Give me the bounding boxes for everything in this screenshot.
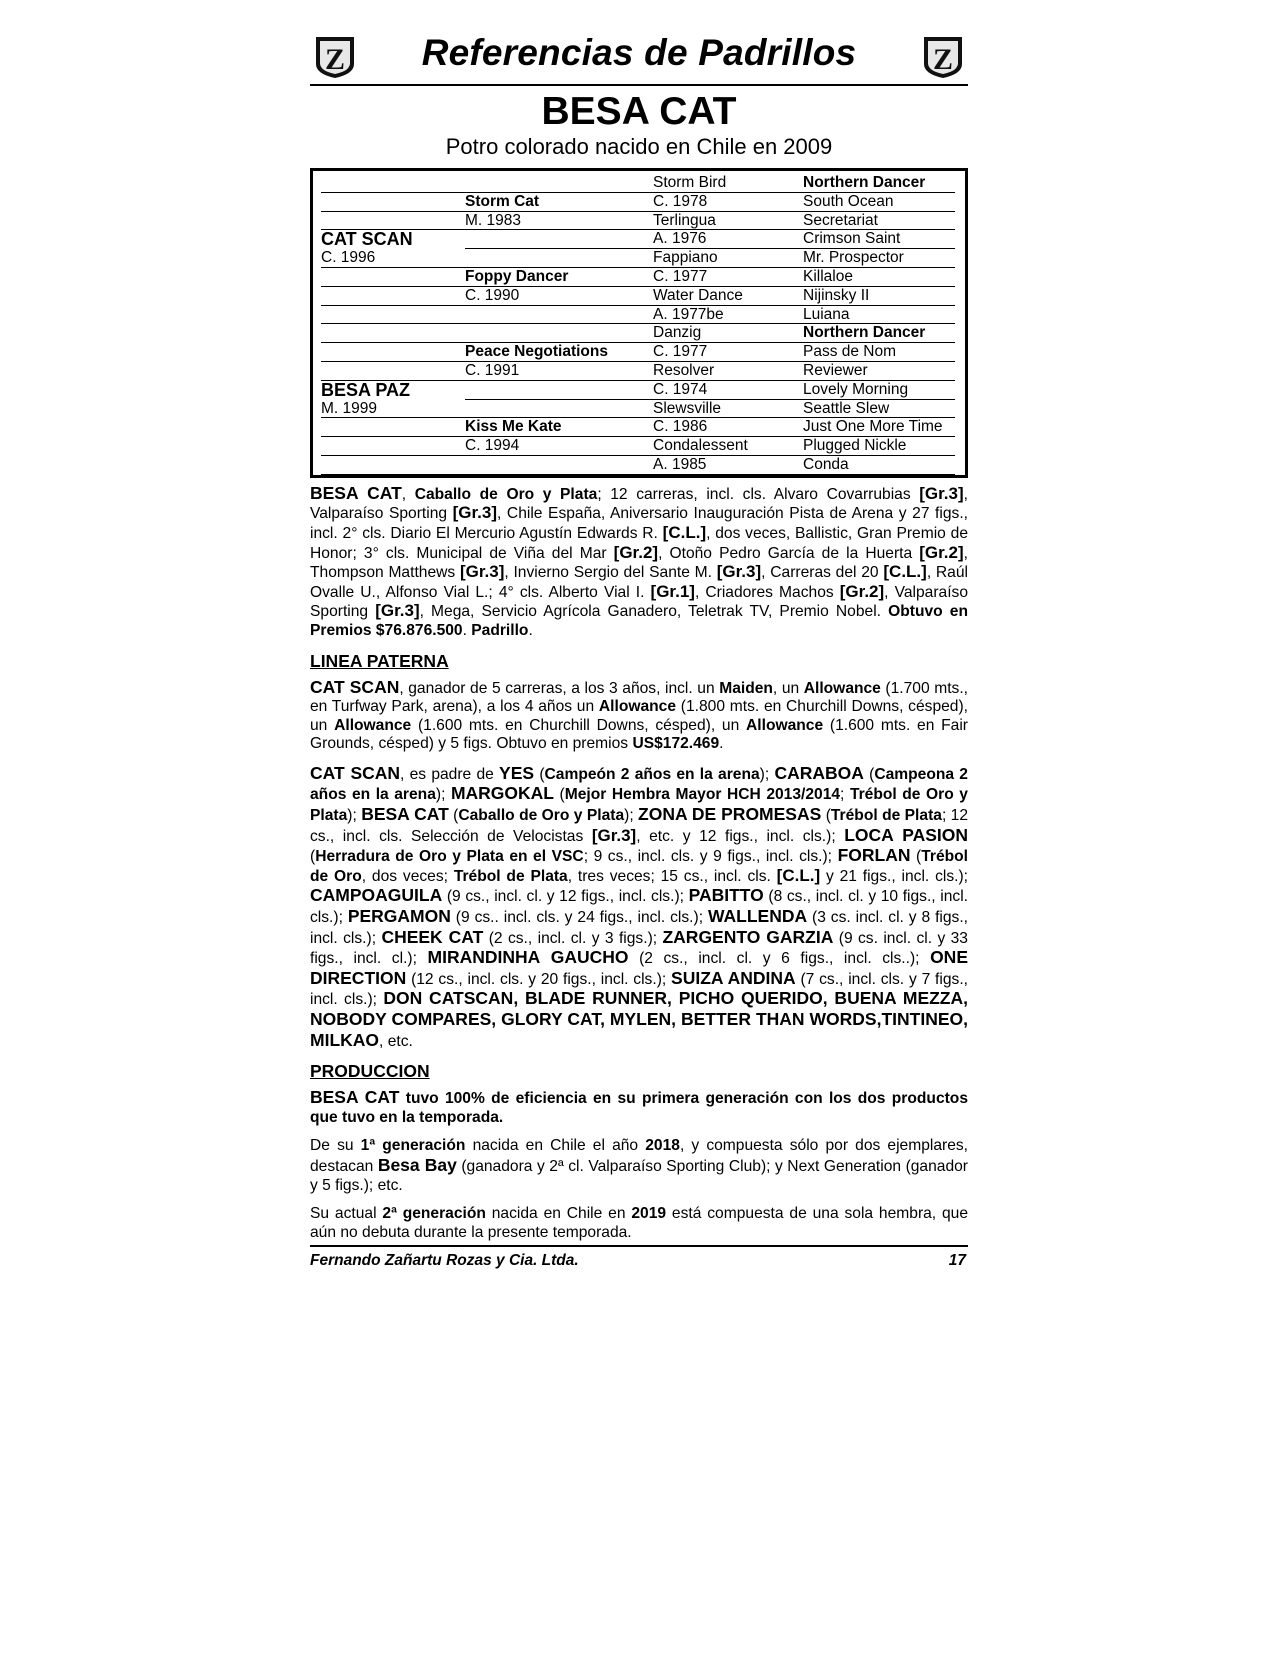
pedigree-row bbox=[321, 400, 955, 419]
pedigree-row bbox=[321, 324, 955, 343]
pedigree-cell: A. 1977be bbox=[653, 306, 803, 325]
pedigree-cell: Northern Dancer bbox=[803, 174, 955, 193]
pedigree-row bbox=[321, 268, 955, 287]
pedigree-cell: Crimson Saint bbox=[803, 230, 955, 249]
pedigree-cell: Plugged Nickle bbox=[803, 437, 955, 456]
svg-text:Z: Z bbox=[324, 43, 346, 76]
pedigree-cell bbox=[465, 249, 653, 268]
section-heading-produccion: PRODUCCION bbox=[310, 1061, 430, 1082]
pedigree-cell: Mr. Prospector bbox=[803, 249, 955, 268]
pedigree-row bbox=[321, 249, 955, 268]
page-header bbox=[310, 30, 968, 86]
pedigree-cell: M. 1999 bbox=[321, 400, 465, 419]
pedigree-cell: Storm Bird bbox=[653, 174, 803, 193]
pedigree-cell: A. 1976 bbox=[653, 230, 803, 249]
pedigree-cell: Seattle Slew bbox=[803, 400, 955, 419]
pedigree-cell: South Ocean bbox=[803, 193, 955, 212]
pedigree-cell: Lovely Morning bbox=[803, 381, 955, 400]
pedigree-cell bbox=[321, 343, 465, 362]
pedigree-row bbox=[321, 456, 955, 475]
pedigree-row bbox=[321, 212, 955, 231]
pedigree-cell: Conda bbox=[803, 456, 955, 475]
horse-subtitle: Potro colorado nacido en Chile en 2009 bbox=[445, 134, 833, 159]
pedigree-row bbox=[321, 437, 955, 456]
svg-text:Z: Z bbox=[932, 43, 954, 76]
pedigree-cell bbox=[321, 362, 465, 381]
produccion-efficiency: BESA CAT tuvo 100% de eficiencia en su primera generación con los dos productos que tuvo en la temporada. bbox=[310, 1087, 969, 1126]
pedigree-cell bbox=[465, 381, 653, 400]
pedigree-cell: C. 1996 bbox=[321, 249, 465, 268]
pedigree-row bbox=[321, 230, 955, 249]
pedigree-cell: C. 1977 bbox=[653, 268, 803, 287]
pedigree-row bbox=[321, 306, 955, 325]
pedigree-cell: Northern Dancer bbox=[803, 324, 955, 343]
pedigree-cell: Fappiano bbox=[653, 249, 803, 268]
section-heading-linea-paterna: LINEA PATERNA bbox=[310, 650, 449, 671]
pedigree-cell: C. 1977 bbox=[653, 343, 803, 362]
pedigree-cell bbox=[465, 306, 653, 325]
pedigree-cell bbox=[465, 400, 653, 419]
pedigree-cell: Just One More Time bbox=[803, 418, 955, 437]
pedigree-cell: A. 1985 bbox=[653, 456, 803, 475]
pedigree-row bbox=[321, 287, 955, 306]
pedigree-cell bbox=[321, 287, 465, 306]
pedigree-cell: Water Dance bbox=[653, 287, 803, 306]
pedigree-cell: Resolver bbox=[653, 362, 803, 381]
pedigree-cell: Terlingua bbox=[653, 212, 803, 231]
pedigree-cell: Condalessent bbox=[653, 437, 803, 456]
pedigree-cell: Nijinsky II bbox=[803, 287, 955, 306]
pedigree-cell bbox=[465, 324, 653, 343]
pedigree-cell: Luiana bbox=[803, 306, 955, 325]
page-number: 17 bbox=[948, 1252, 966, 1269]
pedigree-cell: C. 1994 bbox=[465, 437, 653, 456]
catscan-racing-paragraph: CAT SCAN, ganador de 5 carreras, a los 3 años, incl. un Maiden, un Allowance (1.700 mts., en Turfway Park, arena), a los 4 años un Allowance (1.800 mts. en Churchill Downs, césped), un Allowance (1.600 mts. en Churchill Downs, césped), un Allowance (1.600 mts. en Fair Grounds, césped) y 5 figs. Obtuvo en premios US$172.469. bbox=[310, 676, 968, 753]
pedigree-row bbox=[321, 381, 955, 400]
pedigree-cell bbox=[321, 456, 465, 475]
pedigree-cell: CAT SCAN bbox=[321, 230, 413, 250]
pedigree-cell bbox=[321, 268, 465, 287]
pedigree-cell: Killaloe bbox=[803, 268, 955, 287]
pedigree-cell: Pass de Nom bbox=[803, 343, 955, 362]
pedigree-cell bbox=[321, 193, 465, 212]
pedigree-cell: C. 1991 bbox=[465, 362, 653, 381]
pedigree-cell: C. 1986 bbox=[653, 418, 803, 437]
pedigree-row bbox=[321, 418, 955, 437]
pedigree-cell: C. 1978 bbox=[653, 193, 803, 212]
produccion-second-generation: Su actual 2ª generación nacida en Chile en 2019 está compuesta de una sola hembra, que aún no debuta durante la presente temporada. bbox=[310, 1205, 969, 1241]
pedigree-cell bbox=[465, 230, 653, 249]
header-title: Referencias de Padrillos bbox=[421, 32, 857, 73]
pedigree-cell bbox=[321, 418, 465, 437]
pedigree-cell bbox=[321, 324, 465, 343]
catscan-progeny-paragraph: CAT SCAN, es padre de YES (Campeón 2 años en la arena); CARABOA (Campeona 2 años en la arena); MARGOKAL (Mejor Hembra Mayor HCH 2013/2014; Trébol de Oro y Plata); BESA CAT (Caballo de Oro y Plata); ZONA DE PROMESAS (Trébol de Plata; 12 cs., incl. cls. Selección de Velocistas [Gr.3], etc. y 12 figs., incl. cls.); LOCA PASION (Herradura de Oro y Plata en el VSC; 9 cs., incl. cls. y 9 figs., incl. cls.); FORLAN (Trébol de Oro, dos veces; Trébol de Plata, tres veces; 15 cs., incl. cls. [C.L.] y 21 figs., incl. cls.); CAMPOAGUILA (9 cs., incl. cl. y 12 figs., incl. cls.); PABITTO (8 cs., incl. cl. y 10 figs., incl. cls.); PERGAMON (9 cs.. incl. cls. y 24 figs., incl. cls.); WALLENDA (3 cs. incl. cl. y 8 figs., incl. cls.); CHEEK CAT (2 cs., incl. cl. y 3 figs.); ZARGENTO GARZIA (9 cs. incl. cl. y 33 figs., incl. cl.); MIRANDINHA GAUCHO (2 cs., incl. cl. y 6 figs., incl. cls..); ONE DIRECTION (12 cs., incl. cls. y 20 figs., incl. cls.); SUIZA ANDINA (7 cs., incl. cls. y 7 figs., incl. cls.); DON CATSCAN, BLADE RUNNER, PICHO QUERIDO, BUENA MEZZA, NOBODY COMPARES, GLORY CAT, MYLEN, BETTER THAN WORDS,TINTINEO, MILKAO, etc. bbox=[310, 762, 969, 1050]
pedigree-cell bbox=[465, 174, 653, 193]
pedigree-table bbox=[310, 168, 968, 478]
footer-company: Fernando Zañartu Rozas y Cia. Ltda. bbox=[310, 1252, 579, 1269]
pedigree-cell bbox=[321, 437, 465, 456]
pedigree-cell: Foppy Dancer bbox=[465, 268, 653, 287]
pedigree-cell bbox=[321, 174, 465, 193]
horse-name: BESA CAT bbox=[541, 90, 737, 133]
pedigree-row bbox=[321, 174, 955, 193]
zanartu-logo-icon bbox=[920, 34, 966, 80]
page-footer bbox=[310, 1245, 968, 1270]
pedigree-row bbox=[321, 362, 955, 381]
pedigree-cell: Storm Cat bbox=[465, 193, 653, 212]
pedigree-cell: M. 1983 bbox=[465, 212, 653, 231]
pedigree-cell bbox=[321, 212, 465, 231]
pedigree-cell: Peace Negotiations bbox=[465, 343, 653, 362]
pedigree-cell bbox=[465, 456, 653, 475]
pedigree-cell: C. 1974 bbox=[653, 381, 803, 400]
pedigree-cell: Reviewer bbox=[803, 362, 955, 381]
career-summary: BESA CAT, Caballo de Oro y Plata; 12 carreras, incl. cls. Alvaro Covarrubias [Gr.3], Valparaíso Sporting [Gr.3], Chile España, Aniversario Inauguración Pista de Arena y 27 figs., incl. 2° cls. Diario El Mercurio Agustín Edwards R. [C.L.], dos veces, Ballistic, Gran Premio de Honor; 3° cls. Municipal de Viña del Mar [Gr.2], Otoño Pedro García de la Huerta [Gr.2], Thompson Matthews [Gr.3], Invierno Sergio del Sante M. [Gr.3], Carreras del 20 [C.L.], Raúl Ovalle U., Alfonso Vial L.; 4° cls. Alberto Vial I. [Gr.1], Criadores Machos [Gr.2], Valparaíso Sporting [Gr.3], Mega, Servicio Agrícola Ganadero, Teletrak TV, Premio Nobel. Obtuvo en Premios $76.876.500. Padrillo. bbox=[310, 482, 968, 639]
pedigree-cell: BESA PAZ bbox=[321, 380, 411, 400]
pedigree-cell bbox=[321, 306, 465, 325]
pedigree-row bbox=[321, 343, 955, 362]
pedigree-cell: Slewsville bbox=[653, 400, 803, 419]
pedigree-cell: Danzig bbox=[653, 324, 803, 343]
pedigree-cell: C. 1990 bbox=[465, 287, 653, 306]
document-page bbox=[310, 30, 968, 1242]
pedigree-row bbox=[321, 193, 955, 212]
produccion-first-generation: De su 1ª generación nacida en Chile el año 2018, y compuesta sólo por dos ejemplares, destacan Besa Bay (ganadora y 2ª cl. Valparaíso Sporting Club); y Next Generation (ganador y 5 figs.); etc. bbox=[310, 1137, 969, 1194]
pedigree-cell: Secretariat bbox=[803, 212, 955, 231]
pedigree-cell: Kiss Me Kate bbox=[465, 418, 653, 437]
